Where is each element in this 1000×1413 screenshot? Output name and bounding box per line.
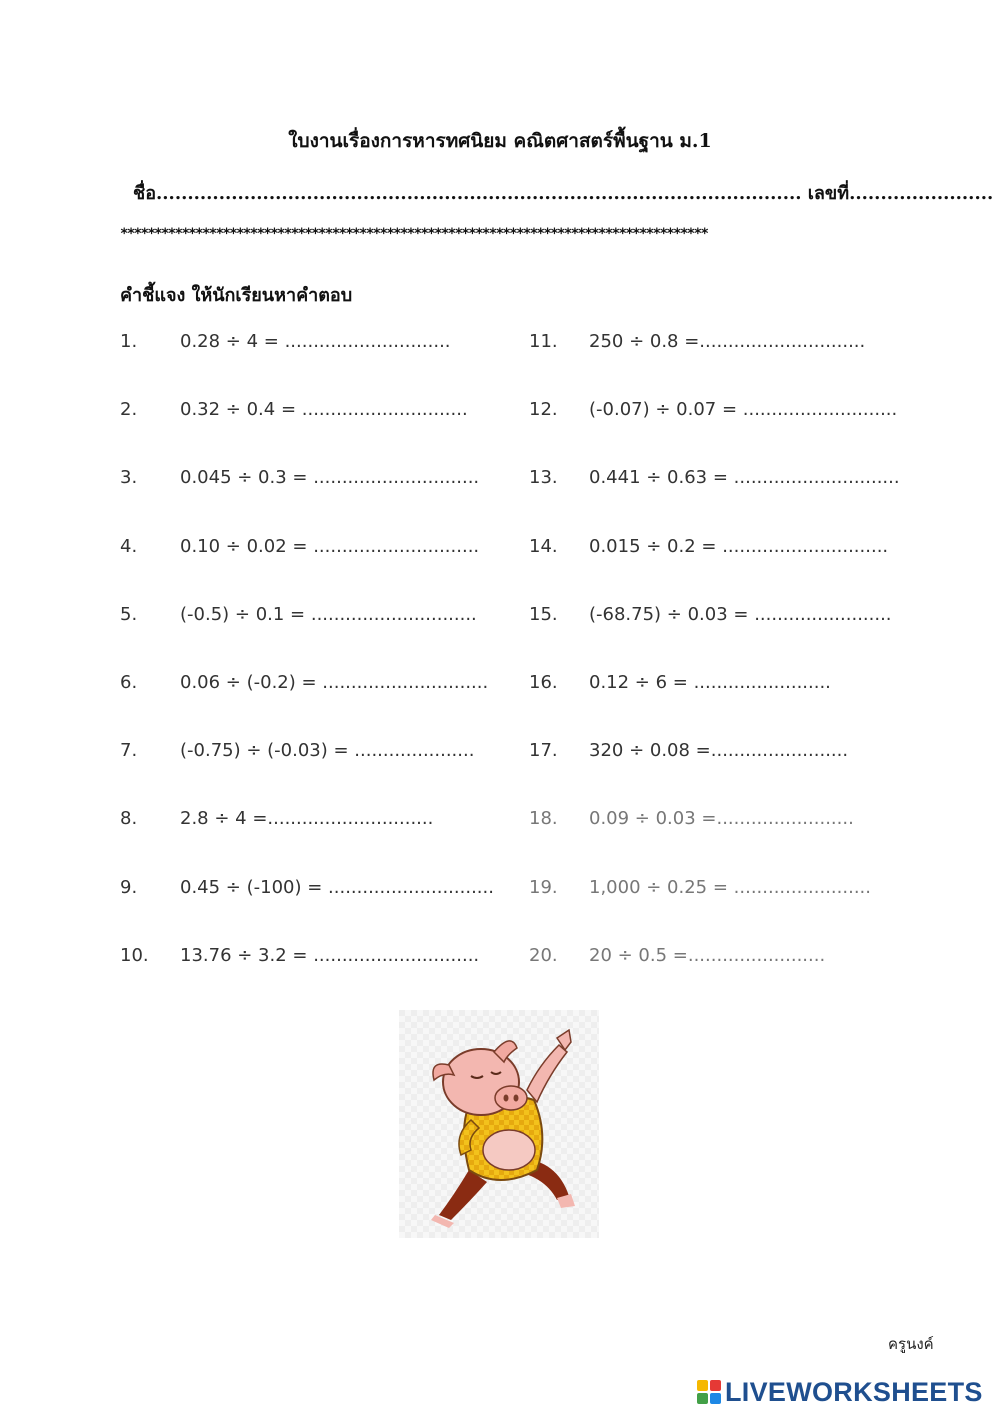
question-number: 2. <box>120 399 138 420</box>
question-number: 6. <box>120 672 138 693</box>
question-8 <box>120 808 434 829</box>
question-number: 13. <box>529 467 558 488</box>
question-expression: 0.015 ÷ 0.2 = ............................. <box>589 536 889 557</box>
teacher-signature: ครูนงค์ <box>888 1335 934 1353</box>
question-expression: 13.76 ÷ 3.2 = ............................. <box>180 945 480 966</box>
logo-mark-icon <box>697 1380 721 1404</box>
question-18 <box>529 808 854 829</box>
question-expression: 0.045 ÷ 0.3 = ............................. <box>180 467 480 488</box>
question-5 <box>120 604 477 625</box>
logo-text: LIVEWORKSHEETS <box>725 1376 983 1407</box>
question-expression: 1,000 ÷ 0.25 = ........................ <box>589 877 871 898</box>
question-7 <box>120 740 475 761</box>
question-20 <box>529 945 826 966</box>
question-9 <box>120 877 494 898</box>
question-number: 14. <box>529 536 558 557</box>
question-expression: 0.32 ÷ 0.4 = ............................. <box>180 399 468 420</box>
question-number: 19. <box>529 877 558 898</box>
star-divider: ************************************************************************************** <box>120 226 708 242</box>
worksheet-title: ใบงานเรื่องการหารทศนิยม คณิตศาสตร์พื้นฐาน ม.1 <box>288 130 712 152</box>
question-19 <box>529 877 871 898</box>
question-number: 1. <box>120 331 138 352</box>
question-expression: 0.09 ÷ 0.03 =........................ <box>589 808 854 829</box>
question-number: 20. <box>529 945 558 966</box>
question-expression: 0.12 ÷ 6 = ........................ <box>589 672 831 693</box>
question-number: 16. <box>529 672 558 693</box>
question-number: 10. <box>120 945 149 966</box>
question-number: 12. <box>529 399 558 420</box>
liveworksheets-logo <box>697 1377 983 1407</box>
question-3 <box>120 467 480 488</box>
question-number: 4. <box>120 536 138 557</box>
question-number: 11. <box>529 331 558 352</box>
question-expression: (-0.75) ÷ (-0.03) = ..................... <box>180 740 475 761</box>
question-14 <box>529 536 889 557</box>
question-expression: 0.441 ÷ 0.63 = ............................. <box>589 467 900 488</box>
question-expression: 0.28 ÷ 4 = ............................. <box>180 331 451 352</box>
question-expression: 0.06 ÷ (-0.2) = ............................. <box>180 672 489 693</box>
question-number: 18. <box>529 808 558 829</box>
question-13 <box>529 467 900 488</box>
question-number: 17. <box>529 740 558 761</box>
question-expression: 0.10 ÷ 0.02 = ............................. <box>180 536 480 557</box>
question-15 <box>529 604 892 625</box>
question-expression: (-0.07) ÷ 0.07 = ........................... <box>589 399 898 420</box>
question-number: 5. <box>120 604 138 625</box>
question-number: 3. <box>120 467 138 488</box>
question-number: 9. <box>120 877 138 898</box>
question-expression: (-68.75) ÷ 0.03 = ........................ <box>589 604 892 625</box>
name-number-line: ชื่อ....................................................................................................... เลขที่....................... <box>133 183 994 204</box>
question-expression: 2.8 ÷ 4 =............................. <box>180 808 434 829</box>
question-number: 15. <box>529 604 558 625</box>
question-number: 7. <box>120 740 138 761</box>
question-4 <box>120 536 480 557</box>
question-1 <box>120 331 451 352</box>
question-6 <box>120 672 489 693</box>
pig-illustration <box>399 1010 599 1238</box>
instruction-text: คำชี้แจง ให้นักเรียนหาคำตอบ <box>120 285 353 306</box>
question-expression: 320 ÷ 0.08 =........................ <box>589 740 849 761</box>
question-expression: 0.45 ÷ (-100) = ............................. <box>180 877 494 898</box>
question-expression: (-0.5) ÷ 0.1 = ............................. <box>180 604 477 625</box>
question-expression: 20 ÷ 0.5 =........................ <box>589 945 826 966</box>
question-number: 8. <box>120 808 138 829</box>
question-10 <box>120 945 480 966</box>
question-12 <box>529 399 898 420</box>
question-11 <box>529 331 866 352</box>
question-expression: 250 ÷ 0.8 =............................. <box>589 331 866 352</box>
question-16 <box>529 672 831 693</box>
question-17 <box>529 740 849 761</box>
question-2 <box>120 399 468 420</box>
